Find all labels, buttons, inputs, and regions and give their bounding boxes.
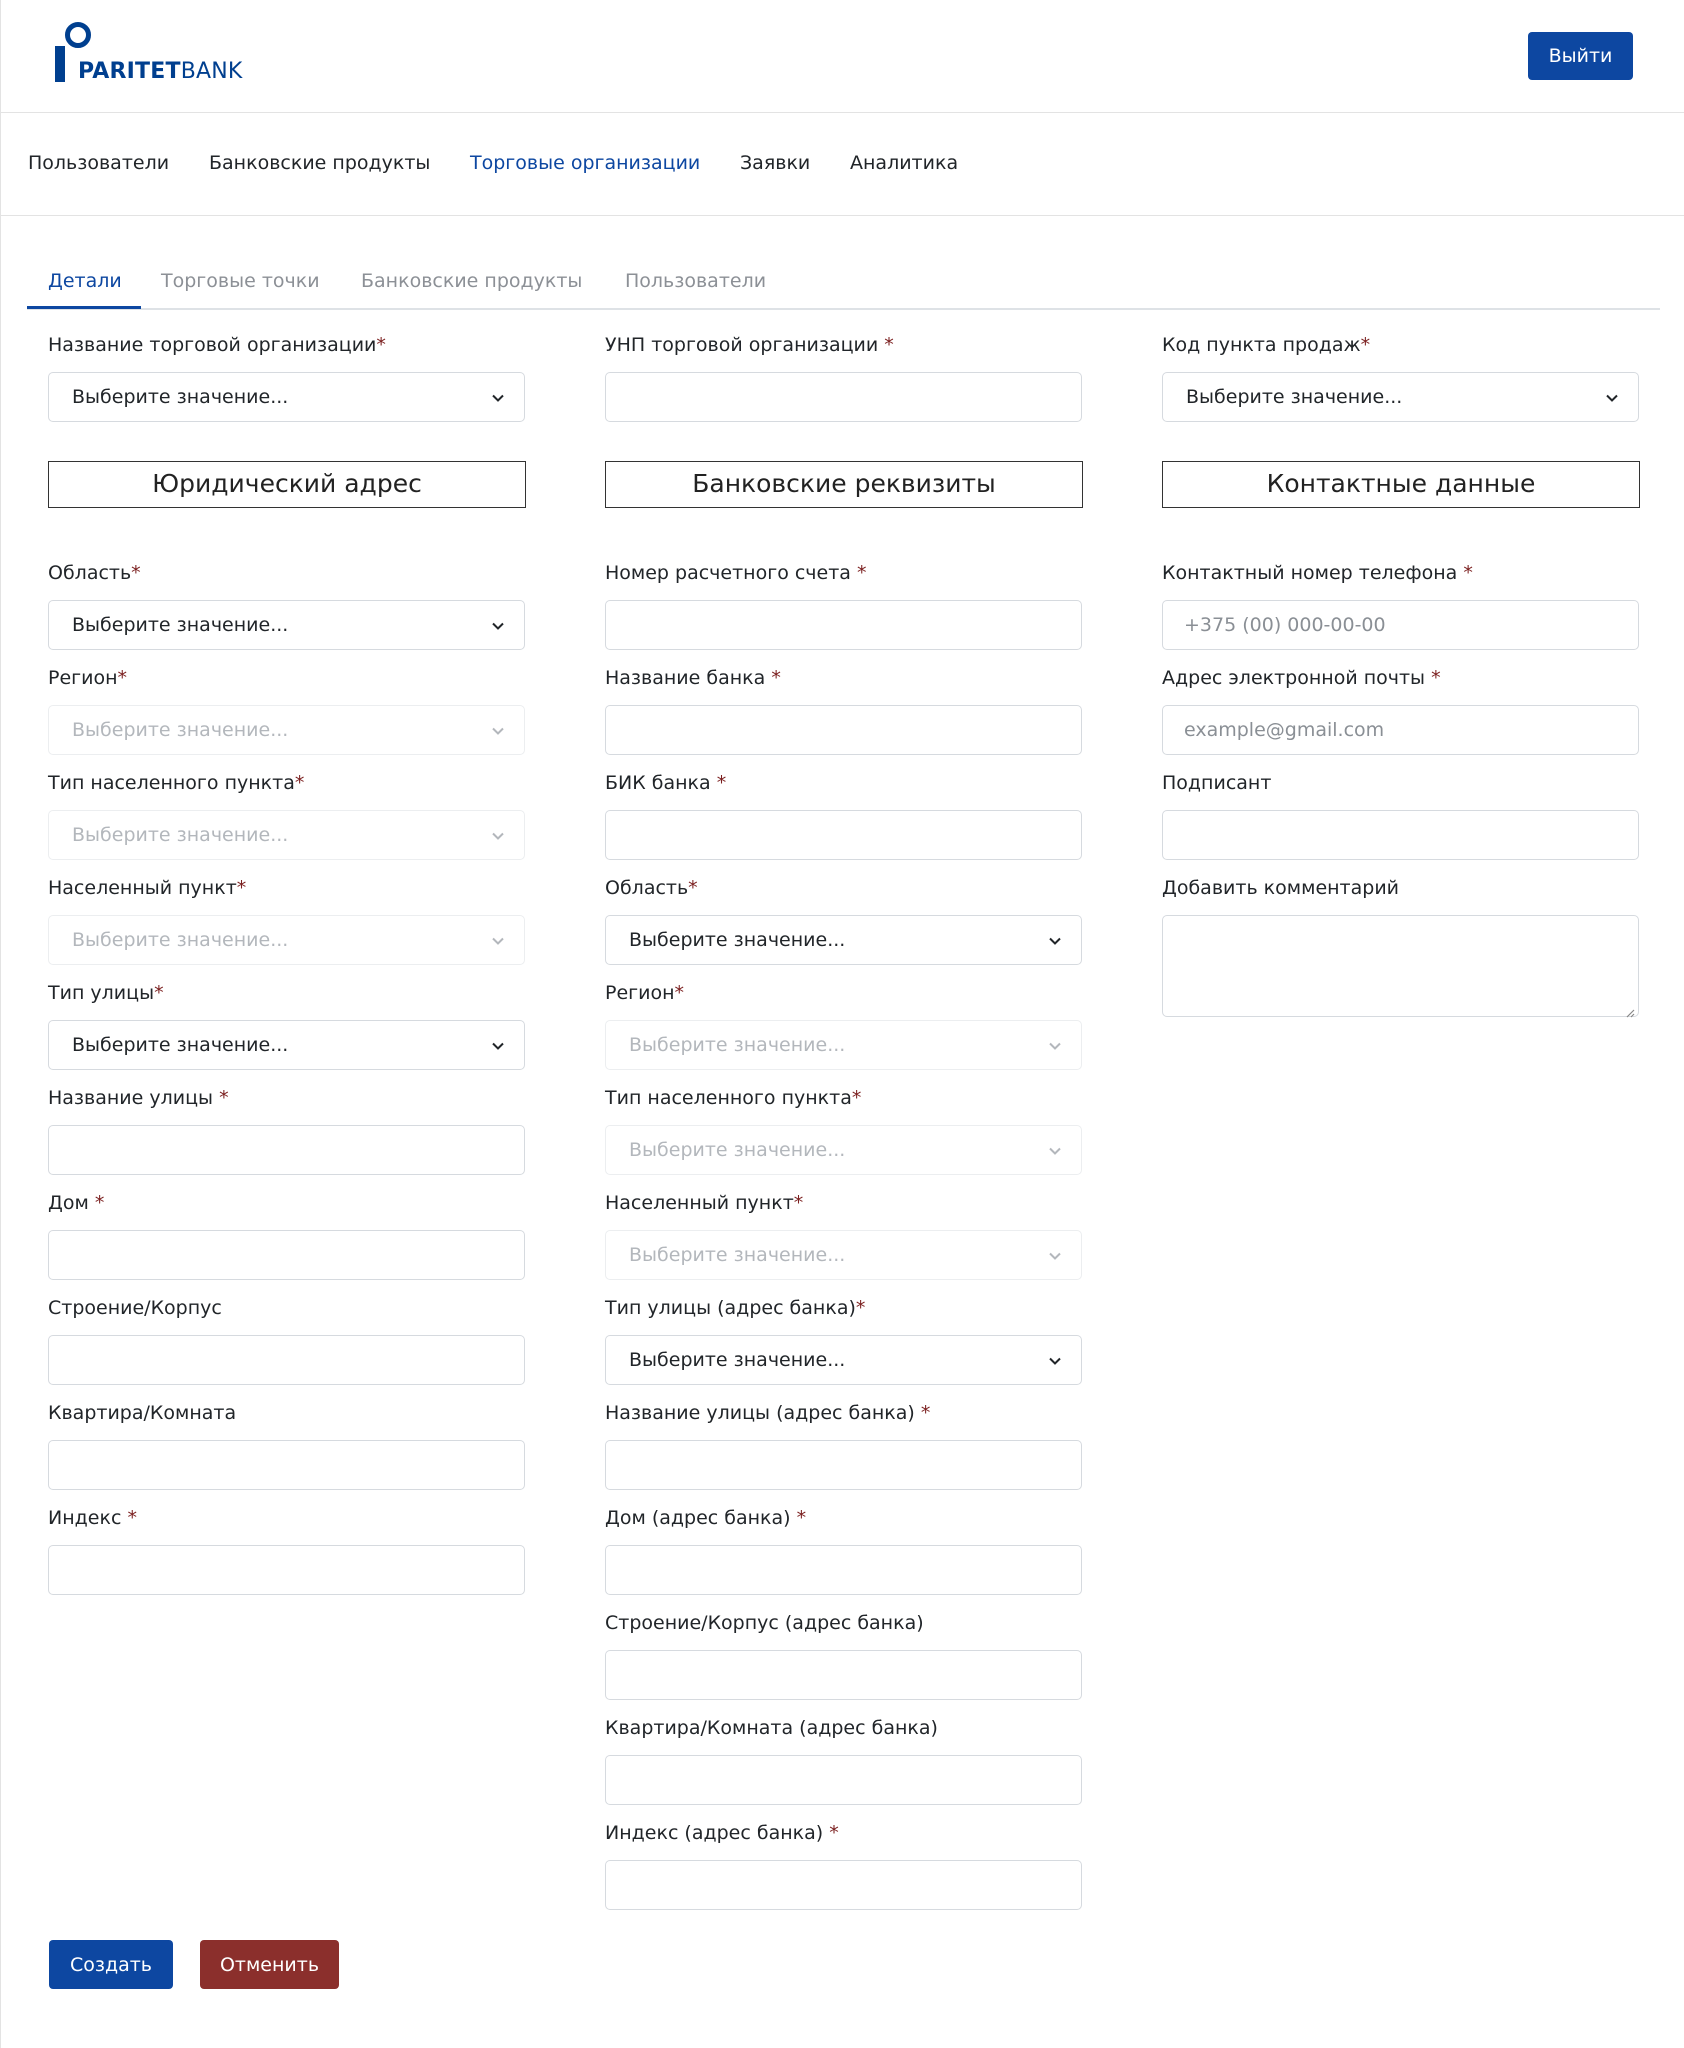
legal-region-select[interactable]: Выберите значение...	[48, 705, 525, 755]
legal-street-type-select[interactable]: Выберите значение...	[48, 1020, 525, 1070]
active-tab-indicator	[27, 306, 141, 309]
logo-bar-icon	[55, 46, 65, 82]
bank-account-input[interactable]	[605, 600, 1082, 650]
legal-house-input[interactable]	[48, 1230, 525, 1280]
legal-settlement-type-select[interactable]: Выберите значение...	[48, 810, 525, 860]
bank-region-select[interactable]: Выберите значение...	[605, 1020, 1082, 1070]
bank-building-input[interactable]	[605, 1650, 1082, 1700]
bank-name-input[interactable]	[605, 705, 1082, 755]
bank-street-type-select[interactable]: Выберите значение...	[605, 1335, 1082, 1385]
bank-bik-label: БИК банка *	[605, 772, 727, 794]
legal-apartment-input[interactable]	[48, 1440, 525, 1490]
contact-signer-label: Подписант	[1162, 772, 1272, 794]
legal-settlement-type-label: Тип населенного пункта*	[48, 772, 305, 794]
bank-apartment-input[interactable]	[605, 1755, 1082, 1805]
legal-index-label: Индекс *	[48, 1507, 137, 1529]
tabs	[27, 250, 1660, 310]
resize-grip-icon[interactable]	[1625, 1003, 1635, 1013]
chevron-down-icon	[490, 618, 506, 634]
legal-oblast-select[interactable]: Выберите значение...	[48, 600, 525, 650]
legal-address-heading: Юридический адрес	[48, 461, 526, 508]
legal-region-label: Регион*	[48, 667, 128, 689]
bank-index-label: Индекс (адрес банка) *	[605, 1822, 839, 1844]
nav-item-bank-products[interactable]: Банковские продукты	[209, 152, 431, 174]
contact-comment-label: Добавить комментарий	[1162, 877, 1400, 899]
pos-code-select[interactable]: Выберите значение...	[1162, 372, 1639, 422]
unp-input[interactable]	[605, 372, 1082, 422]
contact-comment-textarea[interactable]	[1162, 915, 1639, 1017]
contact-email-label: Адрес электронной почты *	[1162, 667, 1441, 689]
bank-building-label: Строение/Корпус (адрес банка)	[605, 1612, 924, 1634]
header	[1, 0, 1684, 113]
chevron-down-icon	[490, 828, 506, 844]
org-name-select[interactable]: Выберите значение...	[48, 372, 525, 422]
bank-settlement-type-label: Тип населенного пункта*	[605, 1087, 862, 1109]
legal-apartment-label: Квартира/Комната	[48, 1402, 237, 1424]
unp-label: УНП торговой организации *	[605, 334, 894, 356]
chevron-down-icon	[1047, 1038, 1063, 1054]
legal-street-type-label: Тип улицы*	[48, 982, 164, 1004]
contact-signer-input[interactable]	[1162, 810, 1639, 860]
chevron-down-icon	[490, 1038, 506, 1054]
nav-item-applications[interactable]: Заявки	[740, 152, 811, 174]
nav-item-merchants[interactable]: Торговые организации	[470, 152, 701, 174]
chevron-down-icon	[1604, 390, 1620, 406]
bank-house-input[interactable]	[605, 1545, 1082, 1595]
contact-phone-input[interactable]: +375 (00) 000-00-00	[1162, 600, 1639, 650]
bank-street-name-input[interactable]	[605, 1440, 1082, 1490]
chevron-down-icon	[1047, 1143, 1063, 1159]
bank-settlement-type-select[interactable]: Выберите значение...	[605, 1125, 1082, 1175]
legal-settlement-select[interactable]: Выберите значение...	[48, 915, 525, 965]
chevron-down-icon	[490, 933, 506, 949]
bank-oblast-label: Область*	[605, 877, 698, 899]
legal-building-label: Строение/Корпус	[48, 1297, 222, 1319]
chevron-down-icon	[1047, 1353, 1063, 1369]
legal-oblast-label: Область*	[48, 562, 141, 584]
main-nav	[1, 114, 1684, 216]
tab-trade-points[interactable]: Торговые точки	[161, 270, 320, 292]
bank-house-label: Дом (адрес банка) *	[605, 1507, 807, 1529]
nav-item-analytics[interactable]: Аналитика	[850, 152, 959, 174]
bank-region-label: Регион*	[605, 982, 685, 1004]
bank-bik-input[interactable]	[605, 810, 1082, 860]
legal-index-input[interactable]	[48, 1545, 525, 1595]
org-name-label: Название торговой организации*	[48, 334, 386, 356]
nav-item-users[interactable]: Пользователи	[28, 152, 170, 174]
logo-ring-icon	[65, 22, 91, 48]
create-button[interactable]: Создать	[49, 1940, 173, 1989]
bank-settlement-select[interactable]: Выберите значение...	[605, 1230, 1082, 1280]
bank-apartment-label: Квартира/Комната (адрес банка)	[605, 1717, 938, 1739]
chevron-down-icon	[490, 390, 506, 406]
chevron-down-icon	[1047, 1248, 1063, 1264]
tab-bank-products[interactable]: Банковские продукты	[361, 270, 583, 292]
chevron-down-icon	[1047, 933, 1063, 949]
contact-email-input[interactable]: example@gmail.com	[1162, 705, 1639, 755]
logo-text: PARITETBANK	[78, 59, 243, 84]
bank-details-heading: Банковские реквизиты	[605, 461, 1083, 508]
cancel-button[interactable]: Отменить	[200, 1940, 339, 1989]
pos-code-label: Код пункта продаж*	[1162, 334, 1371, 356]
chevron-down-icon	[490, 723, 506, 739]
legal-settlement-label: Населенный пункт*	[48, 877, 247, 899]
bank-account-label: Номер расчетного счета *	[605, 562, 867, 584]
legal-house-label: Дом *	[48, 1192, 105, 1214]
bank-street-type-label: Тип улицы (адрес банка)*	[605, 1297, 866, 1319]
bank-name-label: Название банка *	[605, 667, 781, 689]
paritetbank-logo[interactable]	[53, 22, 243, 88]
legal-street-name-label: Название улицы *	[48, 1087, 229, 1109]
legal-building-input[interactable]	[48, 1335, 525, 1385]
tab-details[interactable]: Детали	[48, 270, 122, 292]
legal-street-name-input[interactable]	[48, 1125, 525, 1175]
contact-phone-label: Контактный номер телефона *	[1162, 562, 1473, 584]
bank-street-name-label: Название улицы (адрес банка) *	[605, 1402, 931, 1424]
contact-data-heading: Контактные данные	[1162, 461, 1640, 508]
bank-oblast-select[interactable]: Выберите значение...	[605, 915, 1082, 965]
tab-users[interactable]: Пользователи	[625, 270, 767, 292]
logout-button[interactable]: Выйти	[1528, 32, 1633, 80]
bank-index-input[interactable]	[605, 1860, 1082, 1910]
bank-settlement-label: Населенный пункт*	[605, 1192, 804, 1214]
